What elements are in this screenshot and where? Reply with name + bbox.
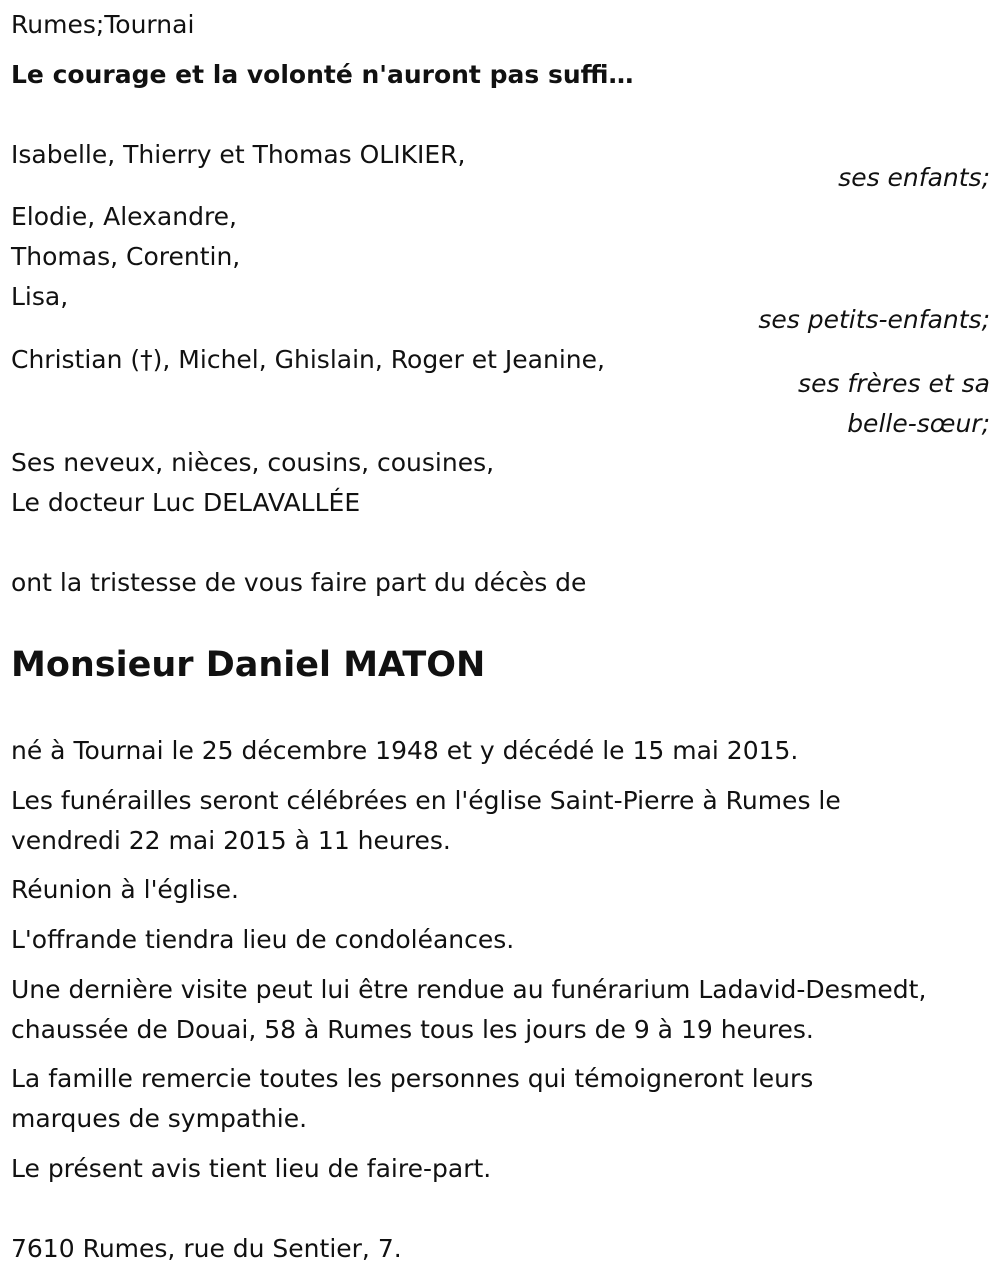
siblings-role: ses frères et sa (798, 369, 990, 398)
grandchild-line: Elodie, Alexandre, (11, 202, 238, 231)
address: 7610 Rumes, rue du Sentier, 7. (11, 1234, 402, 1263)
relatives-line: Le docteur Luc DELAVALLÉE (11, 488, 361, 517)
notice-info: Le présent avis tient lieu de faire-part. (11, 1154, 492, 1183)
motto: Le courage et la volonté n'auront pas suffi… (11, 60, 634, 89)
deceased-name: Monsieur Daniel MATON (11, 645, 486, 685)
announcement: ont la tristesse de vous faire part du décès de (11, 568, 587, 597)
relatives-line: Ses neveux, nièces, cousins, cousines, (11, 448, 495, 477)
meeting-info: Réunion à l'église. (11, 875, 239, 904)
thanks-info: marques de sympathie. (11, 1104, 308, 1133)
thanks-info: La famille remercie toutes les personnes qui témoigneront leurs (11, 1064, 814, 1093)
grandchildren-role: ses petits-enfants; (758, 305, 990, 334)
birth-death: né à Tournai le 25 décembre 1948 et y décédé le 15 mai 2015. (11, 736, 799, 765)
grandchild-line: Thomas, Corentin, (11, 242, 241, 271)
grandchild-line: Lisa, (11, 282, 69, 311)
funeral-info: vendredi 22 mai 2015 à 11 heures. (11, 826, 451, 855)
visit-info: chaussée de Douai, 58 à Rumes tous les jours de 9 à 19 heures. (11, 1015, 814, 1044)
visit-info: Une dernière visite peut lui être rendue au funérarium Ladavid-Desmedt, (11, 975, 927, 1004)
funeral-info: Les funérailles seront célébrées en l'église Saint-Pierre à Rumes le (11, 786, 841, 815)
children-role: ses enfants; (838, 163, 990, 192)
children-names: Isabelle, Thierry et Thomas OLIKIER, (11, 140, 466, 169)
offering-info: L'offrande tiendra lieu de condoléances. (11, 925, 515, 954)
siblings-names: Christian (†), Michel, Ghislain, Roger et Jeanine, (11, 345, 605, 374)
siblings-role: belle-sœur; (847, 409, 990, 438)
location-header: Rumes;Tournai (11, 10, 195, 39)
